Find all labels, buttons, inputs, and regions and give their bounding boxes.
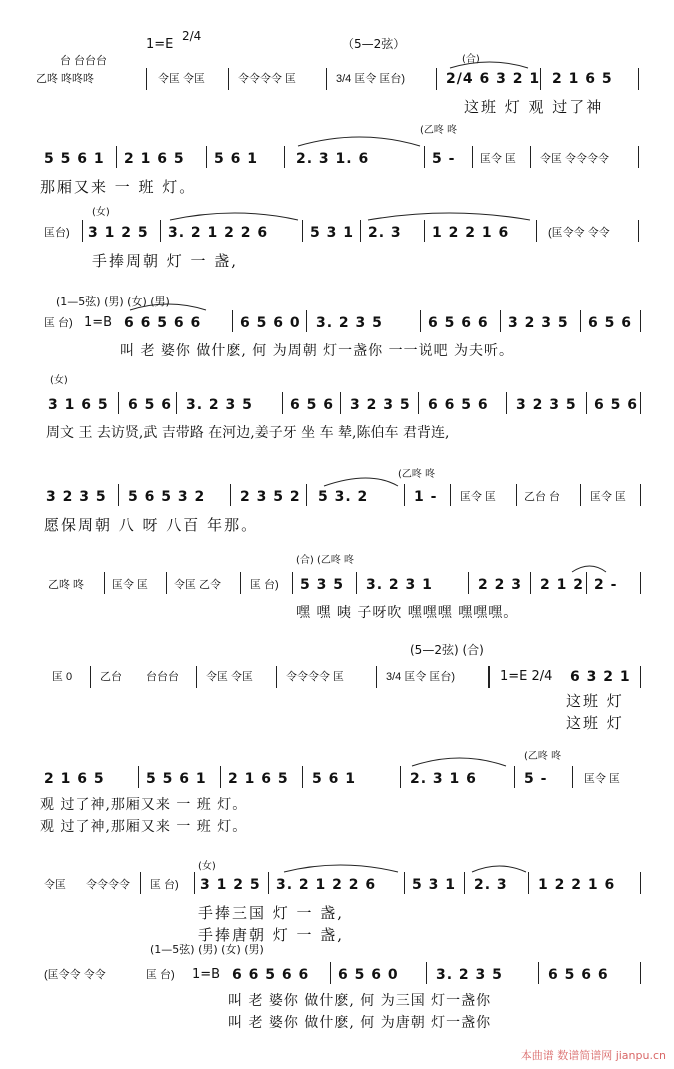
barline [268, 872, 269, 894]
system-3-seg-6: 1 2 2 1 6 [432, 225, 510, 241]
barline [302, 766, 303, 788]
system-2-notes: (乙咚 咚 [420, 125, 458, 136]
barline [326, 68, 327, 90]
system-10-seg-2: 令令令令 [86, 879, 130, 891]
barline [540, 68, 541, 90]
string-note: （5—2弦） [342, 37, 406, 51]
system-10-seg-1: 令匡 [44, 879, 66, 891]
system-5-seg-1: 3 1 6 5 [48, 397, 109, 413]
barline [90, 666, 91, 688]
system-10-lyrics-2: 手捧唐朝 灯 一 盏, [198, 926, 345, 944]
system-1-notes: (合) [462, 54, 480, 65]
system-4-seg-4: 3. 2 3 5 [316, 315, 383, 331]
barline [436, 68, 437, 90]
barline [302, 220, 303, 242]
system-8-lyrics-2: 这班 灯 [566, 714, 624, 732]
barline [536, 220, 537, 242]
system-10-seg-7: 2. 3 [474, 877, 508, 893]
system-11-seg-1: (匡令令 令令 [44, 969, 106, 981]
system-11-seg-3: 6 6 5 6 6 [232, 967, 310, 983]
system-2-lyrics: 那厢又来 一 班 灯。 [40, 178, 197, 196]
system-10-seg-6: 5 3 1 [412, 877, 456, 893]
barline [138, 766, 139, 788]
system-9-seg-7: 匡令 匡 [584, 773, 621, 785]
system-9-seg-3: 2 1 6 5 [228, 771, 289, 787]
watermark: 本曲谱 数谱简谱网 jianpu.cn [520, 1049, 666, 1062]
barline [530, 572, 531, 594]
system-7-seg-4: 匡 台) [250, 579, 279, 591]
system-5-seg-4: 6 5 6 [290, 397, 334, 413]
system-4-seg-6: 3 2 3 5 [508, 315, 569, 331]
barline [228, 68, 229, 90]
system-6-seg-7: 乙台 台 [524, 491, 561, 503]
barline [166, 572, 167, 594]
barline [580, 484, 581, 506]
barline [640, 872, 641, 894]
system-11-notes: (1—5弦) (男) (女) (男) [150, 943, 264, 956]
barline [330, 962, 331, 984]
barline [500, 310, 501, 332]
system-4-seg-3: 6 5 6 0 [240, 315, 301, 331]
system-4-seg-2: 6 6 5 6 6 [124, 315, 202, 331]
time-signature: 2/4 [182, 29, 202, 43]
system-9-notes: (乙咚 咚 [524, 751, 562, 762]
key-signature: 1=E [146, 37, 174, 52]
barline [538, 962, 539, 984]
system-10-seg-8: 1 2 2 1 6 [538, 877, 616, 893]
system-3-seg-1: 匡台) [44, 227, 70, 239]
barline [516, 484, 517, 506]
system-1-perc-top: 台 台台台 [60, 55, 108, 67]
system-11-seg-4: 6 5 6 0 [338, 967, 399, 983]
system-5-lyrics: 周文 王 去访贤,武 吉带路 在河边,姜子牙 坐 车 辇,陈伯车 君背连, [46, 425, 450, 441]
barline [176, 392, 177, 414]
barline [160, 220, 161, 242]
system-2-seg-4: 2. 3 1. 6 [296, 151, 370, 167]
barline [376, 666, 377, 688]
system-6-seg-1: 3 2 3 5 [46, 489, 107, 505]
system-7-seg-8: 2 1 2 [540, 577, 584, 593]
system-5-seg-5: 3 2 3 5 [350, 397, 411, 413]
system-11-seg-6: 6 5 6 6 [548, 967, 609, 983]
system-8-lyrics: 这班 灯 [566, 692, 624, 710]
system-5-seg-7: 3 2 3 5 [516, 397, 577, 413]
barline [420, 310, 421, 332]
barline [104, 572, 105, 594]
barline [292, 572, 293, 594]
system-10-seg-5: 3. 2 1 2 2 6 [276, 877, 377, 893]
barline [586, 392, 587, 414]
repeat-barline [488, 666, 490, 688]
barline [118, 484, 119, 506]
system-1-seg-3: 令令令令 匡 [238, 73, 297, 85]
system-11-key: 1=B [192, 967, 221, 982]
barline [464, 872, 465, 894]
system-7-seg-7: 2 2 3 [478, 577, 522, 593]
system-7-seg-9: 2 - [594, 577, 618, 593]
barline [640, 962, 641, 984]
system-6-seg-8: 匡令 匡 [590, 491, 627, 503]
barline [232, 310, 233, 332]
system-6-lyrics: 愿保周朝 八 呀 八百 年那。 [44, 516, 259, 534]
barline [118, 392, 119, 414]
system-2-seg-7: 令匡 令令令令 [540, 153, 610, 165]
system-5-seg-3: 3. 2 3 5 [186, 397, 253, 413]
system-11-lyrics: 叫 老 婆你 做什麽, 何 为三国 灯一盏你 [228, 993, 492, 1009]
system-3-lyrics: 手捧周朝 灯 一 盏, [92, 252, 239, 270]
system-9-lyrics-2: 观 过了神,那厢又来 一 班 灯。 [40, 819, 248, 835]
barline [306, 310, 307, 332]
system-11-seg-2: 匡 台) [146, 969, 175, 981]
system-2-seg-3: 5 6 1 [214, 151, 258, 167]
system-11-lyrics-2: 叫 老 婆你 做什麽, 何 为唐朝 灯一盏你 [228, 1015, 492, 1031]
barline [404, 872, 405, 894]
system-6-seg-4: 5 3. 2 [318, 489, 369, 505]
barline [530, 146, 531, 168]
barline [194, 872, 195, 894]
barline [506, 392, 507, 414]
barline [638, 220, 639, 242]
system-8-seg-4: 令匡 令匡 [206, 671, 254, 683]
system-2-seg-2: 2 1 6 5 [124, 151, 185, 167]
system-6-seg-2: 5 6 5 3 2 [128, 489, 206, 505]
system-9-seg-1: 2 1 6 5 [44, 771, 105, 787]
system-6-notes: (乙咚 咚 [398, 469, 436, 480]
barline [400, 766, 401, 788]
barline [240, 572, 241, 594]
system-3-seg-2: 3 1 2 5 [88, 225, 149, 241]
barline [196, 666, 197, 688]
system-8-seg-2: 乙台 [100, 671, 122, 683]
system-7-notes: (合) (乙咚 咚 [296, 555, 355, 566]
barline [306, 484, 307, 506]
barline [146, 68, 147, 90]
system-1-seg-1: 乙咚 咚咚咚 [36, 73, 95, 85]
system-1-seg-6: 2 1 6 5 [552, 71, 613, 87]
system-8-seg-6: 3/4 匡令 匡台) [386, 671, 456, 683]
system-2-seg-5: 5 - [432, 151, 456, 167]
barline [640, 666, 641, 688]
system-7-seg-1: 乙咚 咚 [48, 579, 85, 591]
system-8-seg-7: 6 3 2 1 [570, 669, 631, 685]
system-7-seg-2: 匡令 匡 [112, 579, 149, 591]
system-10-seg-3: 匡 台) [150, 879, 179, 891]
system-9-seg-5: 2. 3 1 6 [410, 771, 477, 787]
system-2-seg-6: 匡令 匡 [480, 153, 517, 165]
system-3-seg-5: 2. 3 [368, 225, 402, 241]
barline [116, 146, 117, 168]
barline [640, 310, 641, 332]
barline [360, 220, 361, 242]
barline [356, 572, 357, 594]
barline [514, 766, 515, 788]
system-4-seg-1: 匡 台) [44, 317, 73, 329]
barline [450, 484, 451, 506]
barline [468, 572, 469, 594]
system-4-lyrics: 叫 老 婆你 做什麽, 何 为周朝 灯一盏你 一一说吧 为夫听。 [120, 343, 515, 359]
system-6-seg-6: 匡令 匡 [460, 491, 497, 503]
system-7-seg-6: 3. 2 3 1 [366, 577, 433, 593]
system-1-seg-2: 令匡 令匡 [158, 73, 206, 85]
barline [340, 392, 341, 414]
system-3-seg-7: (匡令令 令令 [548, 227, 610, 239]
barline [424, 146, 425, 168]
barline [528, 872, 529, 894]
barline [282, 392, 283, 414]
system-11-seg-5: 3. 2 3 5 [436, 967, 503, 983]
system-4-seg-5: 6 5 6 6 [428, 315, 489, 331]
system-4-seg-7: 6 5 6 [588, 315, 632, 331]
system-10-notes: (女) [198, 861, 216, 872]
barline [424, 220, 425, 242]
barline [276, 666, 277, 688]
barline [640, 484, 641, 506]
system-3-seg-4: 5 3 1 [310, 225, 354, 241]
system-8-seg-3: 台台台 [146, 671, 179, 683]
system-1-seg-4: 3/4 匡令 匡台) [336, 73, 406, 85]
system-8-seg-1: 匡 0 [52, 671, 73, 683]
system-5-seg-6: 6 6 5 6 [428, 397, 489, 413]
barline [580, 310, 581, 332]
barline [572, 766, 573, 788]
system-6-seg-3: 2 3 5 2 [240, 489, 301, 505]
system-10-lyrics: 手捧三国 灯 一 盏, [198, 904, 345, 922]
barline [426, 962, 427, 984]
system-8-seg-5: 令令令令 匡 [286, 671, 345, 683]
system-9-lyrics: 观 过了神,那厢又来 一 班 灯。 [40, 797, 248, 813]
barline [640, 392, 641, 414]
barline [404, 484, 405, 506]
system-9-seg-6: 5 - [524, 771, 548, 787]
system-2-seg-1: 5 5 6 1 [44, 151, 105, 167]
barline [640, 572, 641, 594]
barline [230, 484, 231, 506]
system-7-seg-5: 5 3 5 [300, 577, 344, 593]
barline [206, 146, 207, 168]
system-1-seg-5: 2/4 6 3 2 1 [446, 71, 541, 87]
system-7-lyrics: 嘿 嘿 咦 子呀吹 嘿嘿嘿 嘿嘿嘿。 [296, 605, 519, 621]
barline [284, 146, 285, 168]
system-8-key: 1=E 2/4 [500, 669, 553, 684]
barline [638, 68, 639, 90]
system-5-seg-2: 6 5 6 [128, 397, 172, 413]
barline [638, 146, 639, 168]
system-10-seg-4: 3 1 2 5 [200, 877, 261, 893]
barline [586, 572, 587, 594]
system-9-seg-4: 5 6 1 [312, 771, 356, 787]
system-3-notes: (女) [92, 207, 110, 218]
barline [82, 220, 83, 242]
barline [220, 766, 221, 788]
barline [140, 872, 141, 894]
system-4-notes: (1—5弦) (男) (女) (男) [56, 295, 170, 308]
barline [418, 392, 419, 414]
system-4-key: 1=B [84, 315, 113, 330]
system-5-seg-8: 6 5 6 [594, 397, 638, 413]
system-6-seg-5: 1 - [414, 489, 438, 505]
barline [472, 146, 473, 168]
system-9-seg-2: 5 5 6 1 [146, 771, 207, 787]
system-3-seg-3: 3. 2 1 2 2 6 [168, 225, 269, 241]
system-5-notes: (女) [50, 375, 68, 386]
system-1-lyrics: 这班 灯 观 过了神 [464, 98, 604, 116]
system-7-seg-3: 令匡 乙令 [174, 579, 222, 591]
system-8-notes: (5—2弦) (合) [410, 643, 484, 657]
